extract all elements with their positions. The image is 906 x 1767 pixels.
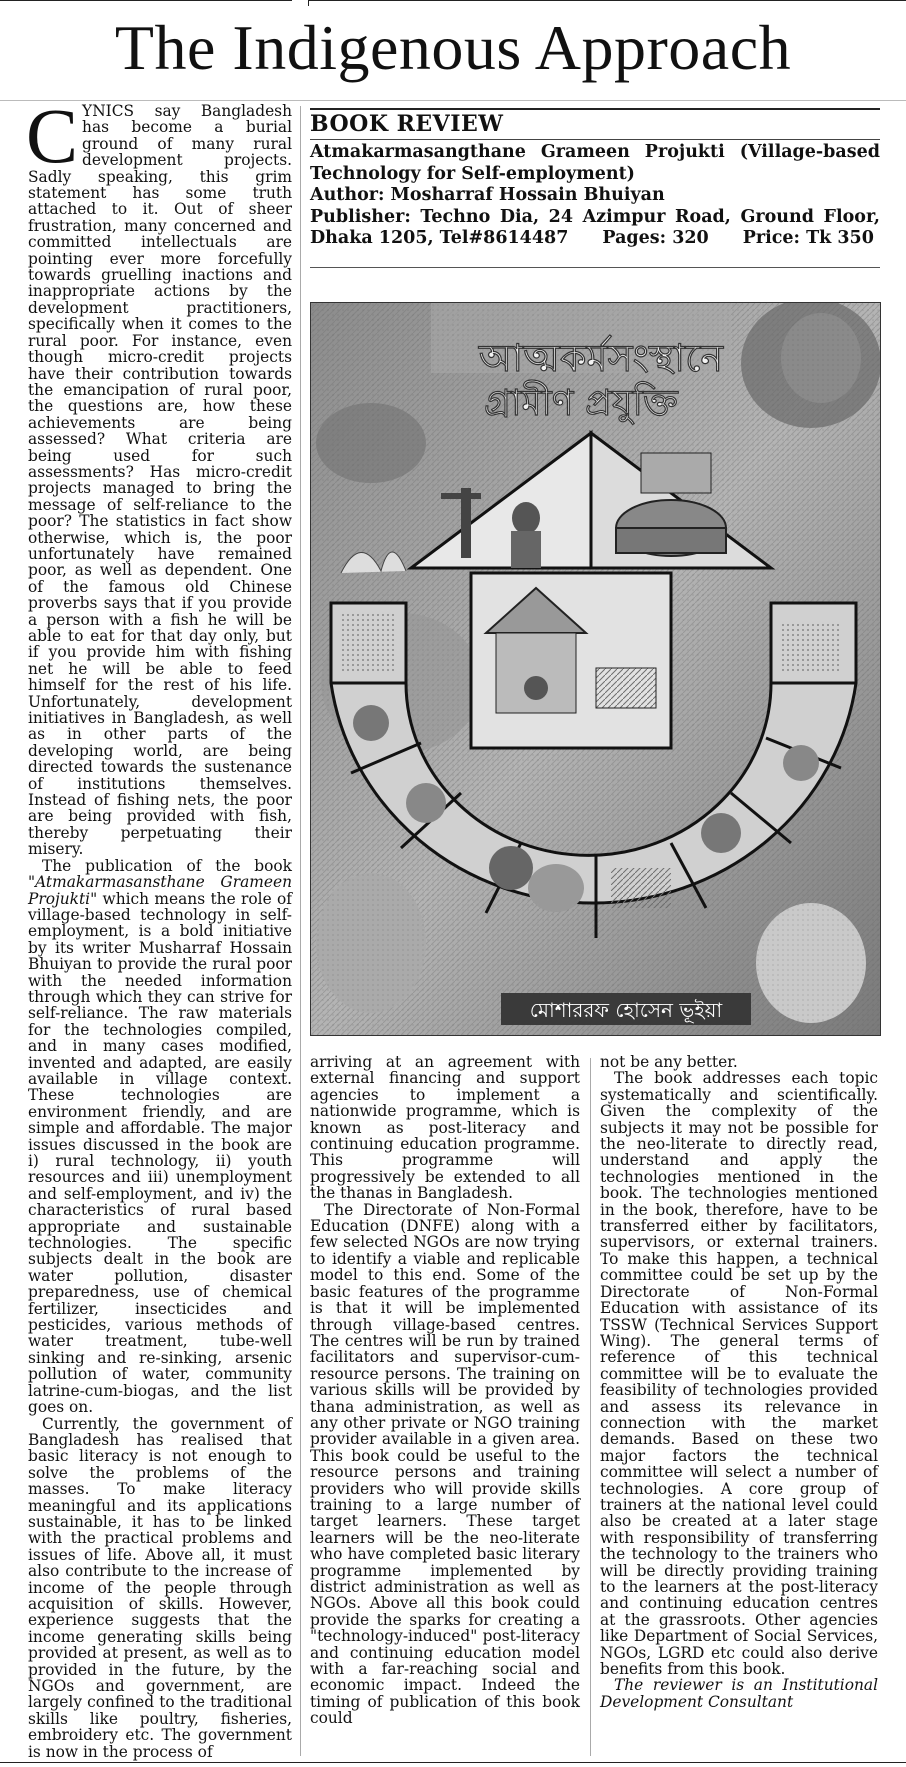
book-pages: Pages: 320: [602, 228, 709, 249]
book-price: Price: Tk 350: [742, 228, 874, 249]
book-cover-image: [310, 302, 881, 1036]
review-rule: [310, 267, 880, 268]
paragraph-text: The publication of the book: [42, 856, 292, 875]
paragraph: arriving at an agreement with external financing and support agencies to implement a nationwide programme, which is known as post-literacy and continuing education programme. This programme will progressively be extended to all the thanas in Bangladesh.: [310, 1053, 580, 1203]
headline-divider: [0, 100, 906, 101]
paragraph-text: which means the role of village-based technology in self-employment, is a bold initiative by its writer Musharraf Hossain Bhuiyan to provide the rural poor with the needed information through which they can strive for self-reliance. The raw materials for the technologies compiled, and in many cases modified, invented and adapted, are easily available in village context. These technologies are environment friendly, and are simple and affordable. The major issues discussed in the book are i) rural technology, ii) youth resources and iii) unemployment and self-employment, and iv) the characteristics of rural based appropriate and sustainable technologies. The specific subjects dealt in the book are water pollution, disaster preparedness, use of chemical fertilizer, insecticides and pesticides, various methods of water treatment, tube-well sinking and re-sinking, arsenic pollution of water, community latrine-cum-biogas, and the list goes on.: [28, 889, 292, 1417]
column-divider: [590, 1058, 591, 1756]
article-column-1: [26, 92, 292, 1761]
paragraph: [26, 92, 292, 859]
cover-title-bengali: আত্মকর্মসংস্থানে: [478, 336, 724, 380]
book-title-italic: "Atmakarmasansthane Grameen Projukti": [28, 873, 292, 908]
book-details: [310, 142, 880, 250]
cover-author-bengali: মোশাররফ হোসেন ভূইয়া: [529, 998, 723, 1022]
article-column-3: [600, 1054, 878, 1710]
paragraph: not be any better.: [600, 1053, 738, 1071]
paragraph: [28, 858, 292, 1416]
bottom-rule: [0, 1762, 906, 1763]
book-author: Author: Mosharraf Hossain Bhuiyan: [310, 185, 665, 206]
article-column-2: [310, 1054, 580, 1727]
book-title: Atmakarmasangthane Grameen Projukti (Village-based Technology for Self-employment): [310, 142, 880, 184]
cover-title-bengali: গ্রামীণ প্রযুক্তি: [484, 383, 678, 424]
top-rule: [0, 0, 292, 1]
reviewer-credit: The reviewer is an Institutional Development Consultant: [600, 1676, 878, 1711]
review-rule: [310, 139, 880, 140]
article-headline: The Indigenous Approach: [114, 12, 792, 83]
drop-cap: C: [26, 92, 79, 179]
paragraph: The Directorate of Non-Formal Education (DNFE) along with a few selected NGOs are now trying to identify a viable and replicable model to this end. Some of the basic features of the programme is that it will be implemented through village-based centres. The centres will be run by trained facilitators and supervisor-cum-resource persons. The training on various skills will be provided by thana administration, as well as any other private or NGO training provider available in a given area. This book could be useful to the resource persons and training providers who will provide skills training to a large number of target learners. These target learners will be the neo-literate who have completed basic literary programme implemented by district administration as well as NGOs. Above all this book could provide the sparks for creating a "technology-induced" post-literacy and continuing education model with a far-reaching social and economic impact. Indeed the timing of publication of this book could: [310, 1200, 580, 1728]
top-rule: [308, 0, 309, 6]
paragraph: The book addresses each topic systematically and scientifically. Given the complexity of the subjects it may not be possible for the neo-literate to directly read, understand and apply the technologies mentioned in the book. The technologies mentioned in the book, therefore, have to be transferred either by facilitators, supervisors, or external trainers. To make this happen, a technical committee could be set up by the Directorate of Non-Formal Education with assistance of its TSSW (Technical Services Support Wing). The general terms of reference of this technical committee will be to evaluate the feasibility of technologies provided and assess its relevance in connection with the market demands. Based on these two major factors the technical committee will select a number of technologies. A core group of trainers at the national level could also be created at a later stage with responsibility of transferring the technology to the trainers who will be directly providing training to the learners at the post-literacy and continuing education centres at the grassroots. Other agencies like Department of Social Services, NGOs, LGRD etc could also derive benefits from this book.: [600, 1069, 878, 1679]
book-publisher: Publisher: Techno Dia, 24 Azimpur Road, Ground Floor, Dhaka 1205, Tel#8614487: [310, 206, 880, 249]
book-review-label: BOOK REVIEW: [310, 111, 504, 137]
paragraph-text: YNICS say Bangladesh has become a burial ground of many rural development projects. Sadly speaking, this grim statement has some truth attached to it. Out of sheer frustration, many concerned and committed intellectuals are pointing ever more forcefully towards gruelling inactions and inappropriate actions by the development practitioners, specifically when it comes to the rural poor. For instance, even though micro-credit projects have their contribution towards the emancipation of rural poor, the questions are, how these achievements are being assessed? What criteria are being used for such assessments? Has micro-credit projects managed to bring the message of self-reliance to the poor? The statistics in fact show otherwise, which is, the poor unfortunately have remained poor, as well as dependent. One of the famous old Chinese proverbs says that if you provide a person with a fish he will be able to eat for that day only, but if you provide him with fishing net he will be able to feed himself for the rest of his life. Unfortunately, development initiatives in Bangladesh, as well as in other parts of the developing world, are being directed towards the sustenance of institutions themselves. Instead of fishing nets, the poor are being provided with fish, thereby perpetuating their misery.: [28, 102, 292, 859]
top-rule: [308, 0, 906, 1]
book-cover-illustration: [311, 303, 880, 1035]
column-divider: [300, 106, 301, 1756]
paragraph: Currently, the government of Bangladesh has realised that basic literacy is not enough to solve the problems of the masses. To make literacy meaningful and its applications sustainable, it has to be linked with the practical problems and issues of life. Above all, it must also contribute to the increase of income of the people through acquisition of skills. However, experience suggests that the income generating skills being provided at present, as well as to provided in the future, by the NGOs and government, are largely confined to the traditional skills like poultry, fisheries, embroidery etc. The government is now in the process of: [28, 1414, 292, 1761]
